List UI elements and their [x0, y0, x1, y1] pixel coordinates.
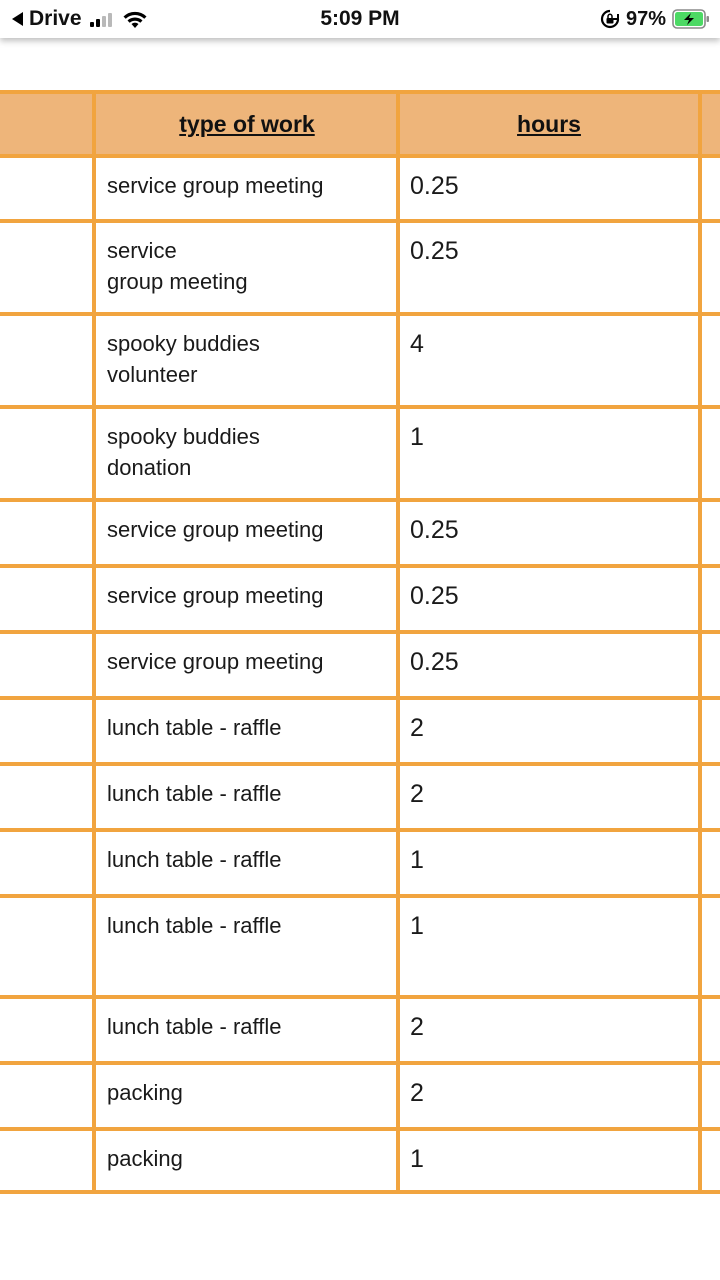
- table-border-horizontal: [0, 1061, 720, 1065]
- table-border-horizontal: [0, 696, 720, 700]
- type-of-work-cell: packing: [107, 1146, 183, 1171]
- hours-cell: 4: [410, 330, 424, 358]
- table-border-horizontal: [0, 154, 720, 158]
- table-border-horizontal: [0, 1190, 720, 1194]
- type-of-work-cell: packing: [107, 1080, 183, 1105]
- hours-cell: 1: [410, 846, 424, 874]
- table-border-horizontal: [0, 995, 720, 999]
- type-of-work-cell: lunch table - raffle: [107, 847, 282, 872]
- table-border-horizontal: [0, 894, 720, 898]
- rotation-lock-icon: [600, 9, 620, 29]
- column-header-hours: hours: [517, 111, 581, 137]
- table-border-horizontal: [0, 564, 720, 568]
- hours-cell: 1: [410, 423, 424, 451]
- table-border-horizontal: [0, 630, 720, 634]
- type-of-work-cell: lunch table - raffle: [107, 913, 282, 938]
- hours-cell: 2: [410, 1013, 424, 1041]
- status-bar: [0, 0, 720, 38]
- hours-cell: 0.25: [410, 582, 459, 610]
- hours-cell: 2: [410, 780, 424, 808]
- type-of-work-cell: spooky buddies volunteer: [107, 331, 260, 387]
- type-of-work-cell: service group meeting: [107, 583, 324, 608]
- type-of-work-cell: lunch table - raffle: [107, 715, 282, 740]
- hours-cell: 1: [410, 1145, 424, 1173]
- table-border-horizontal: [0, 405, 720, 409]
- hours-cell: 2: [410, 1079, 424, 1107]
- column-header-type-of-work: type of work: [179, 111, 315, 137]
- back-app-label: Drive: [29, 7, 82, 30]
- table-border-horizontal: [0, 498, 720, 502]
- type-of-work-cell: spooky buddies donation: [107, 424, 260, 480]
- table-border-vertical: [92, 90, 96, 1194]
- battery-charging-icon: [672, 9, 710, 29]
- type-of-work-cell: service group meeting: [107, 173, 324, 198]
- battery-percent: 97%: [625, 7, 666, 30]
- hours-cell: 0.25: [410, 237, 459, 265]
- table-border-vertical: [698, 90, 702, 1194]
- type-of-work-cell: lunch table - raffle: [107, 781, 282, 806]
- type-of-work-cell: service group meeting: [107, 517, 324, 542]
- table-border-horizontal: [0, 312, 720, 316]
- type-of-work-cell: service group meeting: [107, 238, 248, 294]
- table-border-horizontal: [0, 219, 720, 223]
- table-border-horizontal: [0, 828, 720, 832]
- hours-cell: 1: [410, 912, 424, 940]
- clock: 5:09 PM: [320, 7, 400, 30]
- hours-cell: 0.25: [410, 172, 459, 200]
- table-border-horizontal: [0, 1127, 720, 1131]
- hours-cell: 2: [410, 714, 424, 742]
- table-border-horizontal: [0, 762, 720, 766]
- type-of-work-cell: service group meeting: [107, 649, 324, 674]
- hours-cell: 0.25: [410, 648, 459, 676]
- hours-cell: 0.25: [410, 516, 459, 544]
- table-border-vertical: [396, 90, 400, 1194]
- type-of-work-cell: lunch table - raffle: [107, 1014, 282, 1039]
